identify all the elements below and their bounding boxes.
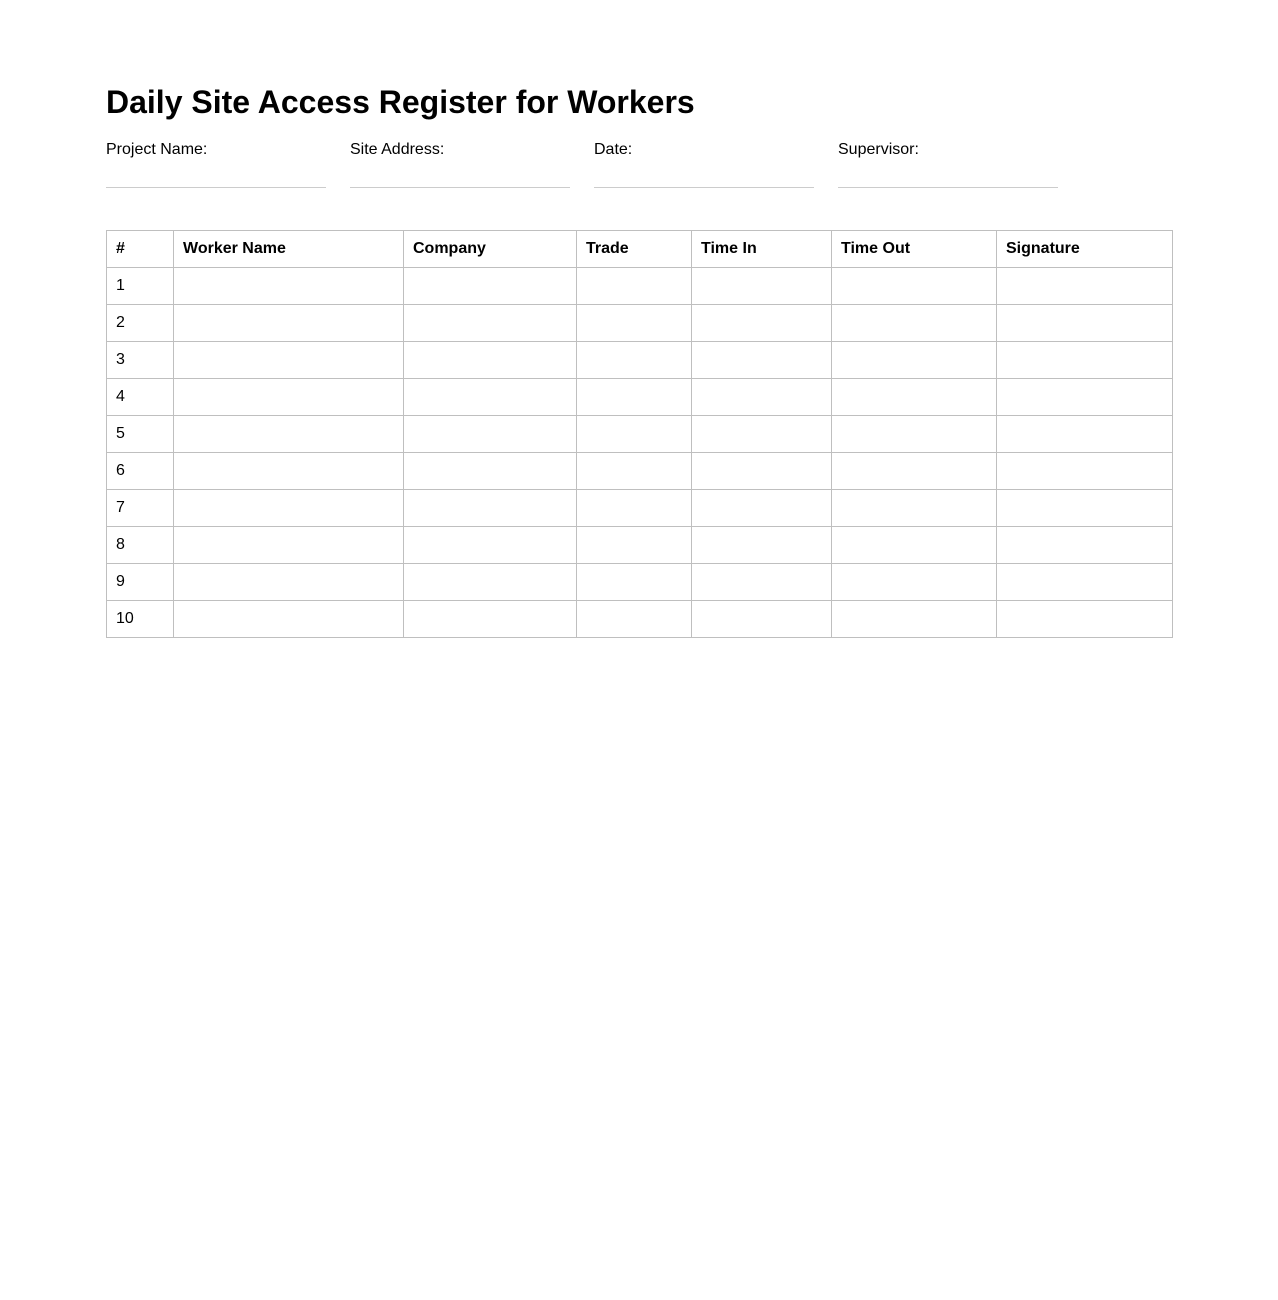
time-out-cell[interactable]: [832, 416, 997, 453]
company-cell[interactable]: [404, 527, 577, 564]
trade-cell[interactable]: [577, 564, 692, 601]
company-cell[interactable]: [404, 305, 577, 342]
table-row: [107, 305, 1173, 342]
worker-name-cell[interactable]: [174, 601, 404, 638]
supervisor-input-line[interactable]: [838, 187, 1058, 188]
trade-cell[interactable]: [577, 527, 692, 564]
time-out-cell[interactable]: [832, 379, 997, 416]
signature-cell[interactable]: [997, 490, 1173, 527]
time-in-cell[interactable]: [692, 453, 832, 490]
trade-cell[interactable]: [577, 601, 692, 638]
company-cell[interactable]: [404, 601, 577, 638]
trade-cell[interactable]: [577, 305, 692, 342]
trade-cell[interactable]: [577, 490, 692, 527]
time-out-cell[interactable]: [832, 268, 997, 305]
column-header-trade: Trade: [577, 231, 692, 268]
time-in-cell[interactable]: [692, 490, 832, 527]
signature-cell[interactable]: [997, 453, 1173, 490]
time-out-cell[interactable]: [832, 490, 997, 527]
site-address-label: Site Address:: [350, 141, 445, 158]
time-out-cell[interactable]: [832, 527, 997, 564]
company-cell[interactable]: [404, 453, 577, 490]
row-number: 6: [107, 453, 174, 490]
worker-name-cell[interactable]: [174, 490, 404, 527]
company-cell[interactable]: [404, 564, 577, 601]
worker-name-cell[interactable]: [174, 527, 404, 564]
time-out-cell[interactable]: [832, 453, 997, 490]
company-cell[interactable]: [404, 268, 577, 305]
trade-cell[interactable]: [577, 416, 692, 453]
column-header-signature: Signature: [997, 231, 1173, 268]
row-number: 2: [107, 305, 174, 342]
time-out-cell[interactable]: [832, 564, 997, 601]
signature-cell[interactable]: [997, 379, 1173, 416]
company-cell[interactable]: [404, 490, 577, 527]
table-row: [107, 527, 1173, 564]
date-label: Date:: [594, 141, 633, 158]
trade-cell[interactable]: [577, 268, 692, 305]
signature-cell[interactable]: [997, 342, 1173, 379]
worker-name-cell[interactable]: [174, 379, 404, 416]
row-number: 4: [107, 379, 174, 416]
company-cell[interactable]: [404, 342, 577, 379]
date-input-line[interactable]: [594, 187, 814, 188]
site-address-input-line[interactable]: [350, 187, 570, 188]
time-out-cell[interactable]: [832, 305, 997, 342]
row-number: 10: [107, 601, 174, 638]
page-title: Daily Site Access Register for Workers: [106, 84, 695, 120]
company-cell[interactable]: [404, 379, 577, 416]
time-in-cell[interactable]: [692, 416, 832, 453]
worker-name-cell[interactable]: [174, 342, 404, 379]
signature-cell[interactable]: [997, 268, 1173, 305]
signature-cell[interactable]: [997, 527, 1173, 564]
time-in-cell[interactable]: [692, 601, 832, 638]
row-number: 5: [107, 416, 174, 453]
column-header-company: Company: [404, 231, 577, 268]
row-number: 8: [107, 527, 174, 564]
site-address-field[interactable]: [350, 140, 570, 188]
row-number: 9: [107, 564, 174, 601]
supervisor-field[interactable]: [838, 140, 1058, 188]
time-in-cell[interactable]: [692, 342, 832, 379]
table-row: [107, 490, 1173, 527]
row-number: 7: [107, 490, 174, 527]
worker-name-cell[interactable]: [174, 416, 404, 453]
time-in-cell[interactable]: [692, 305, 832, 342]
signature-cell[interactable]: [997, 416, 1173, 453]
column-header-number: #: [107, 231, 174, 268]
trade-cell[interactable]: [577, 379, 692, 416]
time-in-cell[interactable]: [692, 379, 832, 416]
table-header-row: [107, 231, 1173, 268]
column-header-worker-name: Worker Name: [174, 231, 404, 268]
company-cell[interactable]: [404, 416, 577, 453]
time-out-cell[interactable]: [832, 342, 997, 379]
project-name-label: Project Name:: [106, 141, 208, 158]
column-header-time-out: Time Out: [832, 231, 997, 268]
table-row: [107, 268, 1173, 305]
signature-cell[interactable]: [997, 564, 1173, 601]
time-out-cell[interactable]: [832, 601, 997, 638]
table-row: [107, 564, 1173, 601]
time-in-cell[interactable]: [692, 527, 832, 564]
date-field[interactable]: [594, 140, 814, 188]
row-number: 3: [107, 342, 174, 379]
worker-name-cell[interactable]: [174, 305, 404, 342]
trade-cell[interactable]: [577, 342, 692, 379]
time-in-cell[interactable]: [692, 268, 832, 305]
project-name-field[interactable]: [106, 140, 326, 188]
time-in-cell[interactable]: [692, 564, 832, 601]
worker-name-cell[interactable]: [174, 453, 404, 490]
worker-name-cell[interactable]: [174, 268, 404, 305]
supervisor-label: Supervisor:: [838, 141, 919, 158]
table-row: [107, 416, 1173, 453]
table-row: [107, 453, 1173, 490]
project-name-input-line[interactable]: [106, 187, 326, 188]
header-fields: [106, 140, 1082, 188]
worker-name-cell[interactable]: [174, 564, 404, 601]
signature-cell[interactable]: [997, 305, 1173, 342]
signature-cell[interactable]: [997, 601, 1173, 638]
access-register-table: [106, 230, 1173, 638]
trade-cell[interactable]: [577, 453, 692, 490]
table-row: [107, 342, 1173, 379]
table-row: [107, 379, 1173, 416]
table-row: [107, 601, 1173, 638]
row-number: 1: [107, 268, 174, 305]
column-header-time-in: Time In: [692, 231, 832, 268]
